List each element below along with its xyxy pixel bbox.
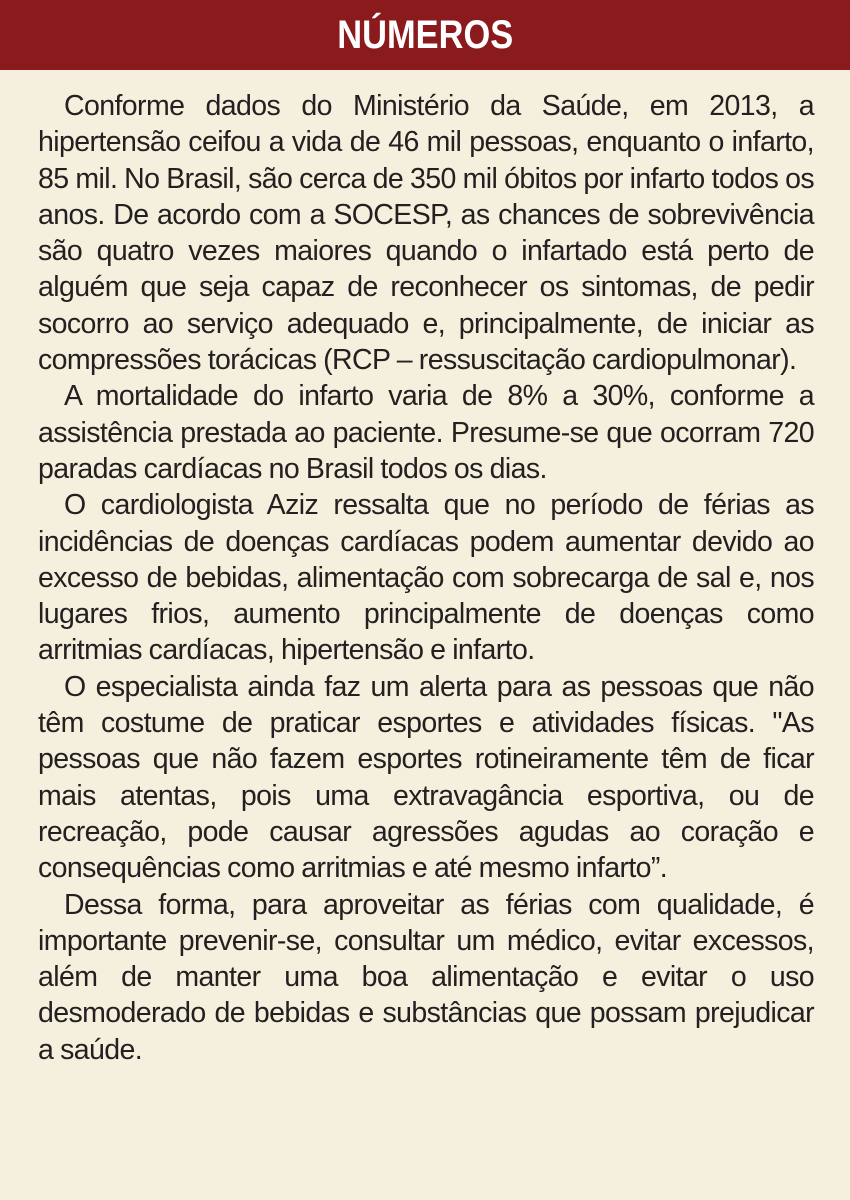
- box-title: NÚMEROS: [337, 12, 513, 57]
- box-body: [0, 70, 850, 1068]
- box-header: [0, 0, 850, 70]
- paragraph-4: O especialista ainda faz um alerta para as pessoas que não têm costume de praticar esportes e atividades físicas. "As pessoas que não fazem esportes rotineiramente têm de ficar mais atentas, pois uma extravagância esportiva, ou de recreação, pode causar agressões agudas ao coração e consequências como arritmias e até mesmo infarto”.: [38, 670, 814, 885]
- paragraph-3: O cardiologista Aziz ressalta que no período de férias as incidências de doenças cardíacas podem aumentar devido ao excesso de bebidas, alimentação com sobrecarga de sal e, nos lugares frios, aumento principalmente de doenças como arritmias cardíacas, hipertensão e infarto.: [38, 489, 814, 667]
- paragraph-2: A mortalidade do infarto varia de 8% a 30%, conforme a assistência prestada ao paciente. Presume-se que ocorram 720 paradas cardíacas no Brasil todos os dias.: [38, 380, 814, 485]
- paragraph-5: Dessa forma, para aproveitar as férias com qualidade, é importante prevenir-se, consultar um médico, evitar excessos, além de manter uma boa alimentação e evitar o uso desmoderado de bebidas e substâncias que possam prejudicar a saúde.: [38, 888, 814, 1066]
- paragraph-1: Conforme dados do Ministério da Saúde, em 2013, a hipertensão ceifou a vida de 46 mil pessoas, enquanto o infarto, 85 mil. No Brasil, são cerca de 350 mil óbitos por infarto todos os anos. De acordo com a SOCESP, as chances de sobrevivência são quatro vezes maiores quando o infartado está perto de alguém que seja capaz de reconhecer os sintomas, de pedir socorro ao serviço adequado e, principalmente, de iniciar as compressões torácicas (RCP – ressuscitação cardiopulmonar).: [38, 90, 814, 377]
